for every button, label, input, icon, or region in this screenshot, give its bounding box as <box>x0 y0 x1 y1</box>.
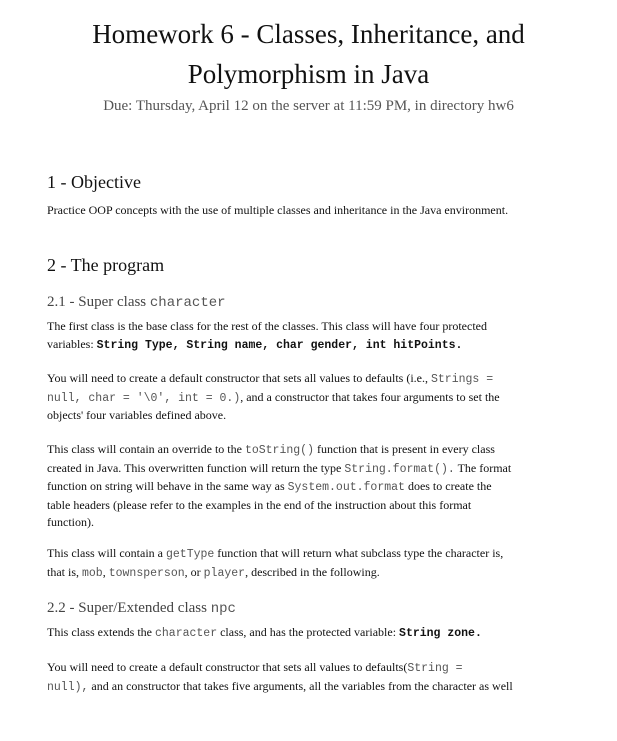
p2-line-1 <box>47 370 567 389</box>
super-class-paragraph-3 <box>47 441 567 532</box>
p4-line-1 <box>47 545 567 564</box>
p4-text-1a: This class will contain a <box>47 546 166 560</box>
p4-sep-1: , <box>102 564 109 579</box>
p4-code-1: getType <box>165 548 215 561</box>
e2-code-1: String = <box>407 662 463 675</box>
extended-class-heading-code: npc <box>210 601 236 617</box>
p1-line-1: The first class is the base class for the rest of the classes. This class will have four protected <box>47 319 487 333</box>
document-title-line-2: Polymorphism in Java <box>187 59 430 89</box>
p1-code: String Type, String name, char gender, int hitPoints. <box>96 338 463 352</box>
p4-line-2 <box>47 564 567 583</box>
p4-code-townsperson: townsperson <box>108 566 185 580</box>
p3-text-2a: created in Java. This overwritten function will return the type <box>47 460 345 475</box>
e2-text-2: and an constructor that takes five arguments, all the variables from the character as well <box>88 678 513 693</box>
e2-text-1: You will need to create a default constructor that sets all values to defaults( <box>47 660 408 674</box>
super-class-paragraph-1 <box>47 318 567 354</box>
due-date: Due: Thursday, April 12 on the server at 11:59 PM, in directory hw6 <box>103 98 514 114</box>
section-objective-heading: 1 - Objective <box>47 172 141 192</box>
e2-code-2: null), <box>47 680 89 694</box>
subsection-extended-class-heading <box>47 600 236 617</box>
p3-text-1a: This class will contain an override to the <box>47 442 245 456</box>
p4-text-2b: , described in the following. <box>245 564 380 579</box>
e1-text-b: class, and has the protected variable: <box>217 625 400 639</box>
p3-text-2b: The format <box>454 460 512 475</box>
e1-code-1: character <box>154 627 218 640</box>
p2-line-2 <box>47 389 567 408</box>
p3-code-3: System.out.format <box>287 481 405 494</box>
p1-line-2 <box>47 336 567 355</box>
p3-code-2: String.format(). <box>344 462 455 476</box>
e1-text-a: This class extends the <box>47 625 155 639</box>
super-class-paragraph-2 <box>47 370 567 425</box>
p2-line-3: objects' four variables defined above. <box>47 408 227 422</box>
super-class-heading-code: character <box>149 295 226 311</box>
p4-code-player: player <box>203 566 246 580</box>
p4-sep-2: , or <box>184 564 204 579</box>
extended-class-heading-text: 2.2 - Super/Extended class <box>47 600 211 616</box>
p4-text-1b: function that will return what subclass type the character is, <box>214 546 504 560</box>
p4-text-2a: that is, <box>47 564 82 579</box>
super-class-paragraph-4 <box>47 545 567 582</box>
e1-code-2: String zone. <box>399 627 482 640</box>
p3-line-4: table headers (please refer to the examples in the end of the instruction about this format <box>47 497 472 512</box>
e1-line-1 <box>47 624 567 643</box>
subsection-super-class-heading <box>47 294 226 311</box>
objective-text: Practice OOP concepts with the use of multiple classes and inheritance in the Java environment. <box>47 203 509 217</box>
p3-code-1: toString() <box>244 444 314 457</box>
p2-text-1: You will need to create a default constructor that sets all values to defaults (i.e., <box>47 371 431 385</box>
p4-code-mob: mob <box>82 566 103 580</box>
p3-line-2 <box>47 460 567 479</box>
p3-text-3a: function on string will behave in the same way as <box>47 479 288 493</box>
extended-class-paragraph-1 <box>47 624 567 643</box>
section-program-heading: 2 - The program <box>47 255 165 275</box>
e2-line-1 <box>47 659 567 678</box>
p3-line-5: function). <box>47 515 94 529</box>
p3-line-3 <box>47 478 567 497</box>
p3-text-1b: function that is present in every class <box>313 442 495 456</box>
super-class-heading-text: 2.1 - Super class <box>47 294 150 310</box>
p3-text-3b: does to create the <box>404 479 492 493</box>
document-title-line-1: Homework 6 - Classes, Inheritance, and <box>92 19 525 49</box>
p3-line-1 <box>47 441 567 460</box>
e2-line-2 <box>47 678 567 697</box>
extended-class-paragraph-2 <box>47 659 567 696</box>
p2-text-2: , and a constructor that takes four arguments to set the <box>240 389 500 404</box>
p2-code-1: Strings = <box>431 373 494 386</box>
p2-code-2: null, char = '\0', int = 0.) <box>47 391 241 405</box>
p1-text: variables: <box>47 336 97 351</box>
